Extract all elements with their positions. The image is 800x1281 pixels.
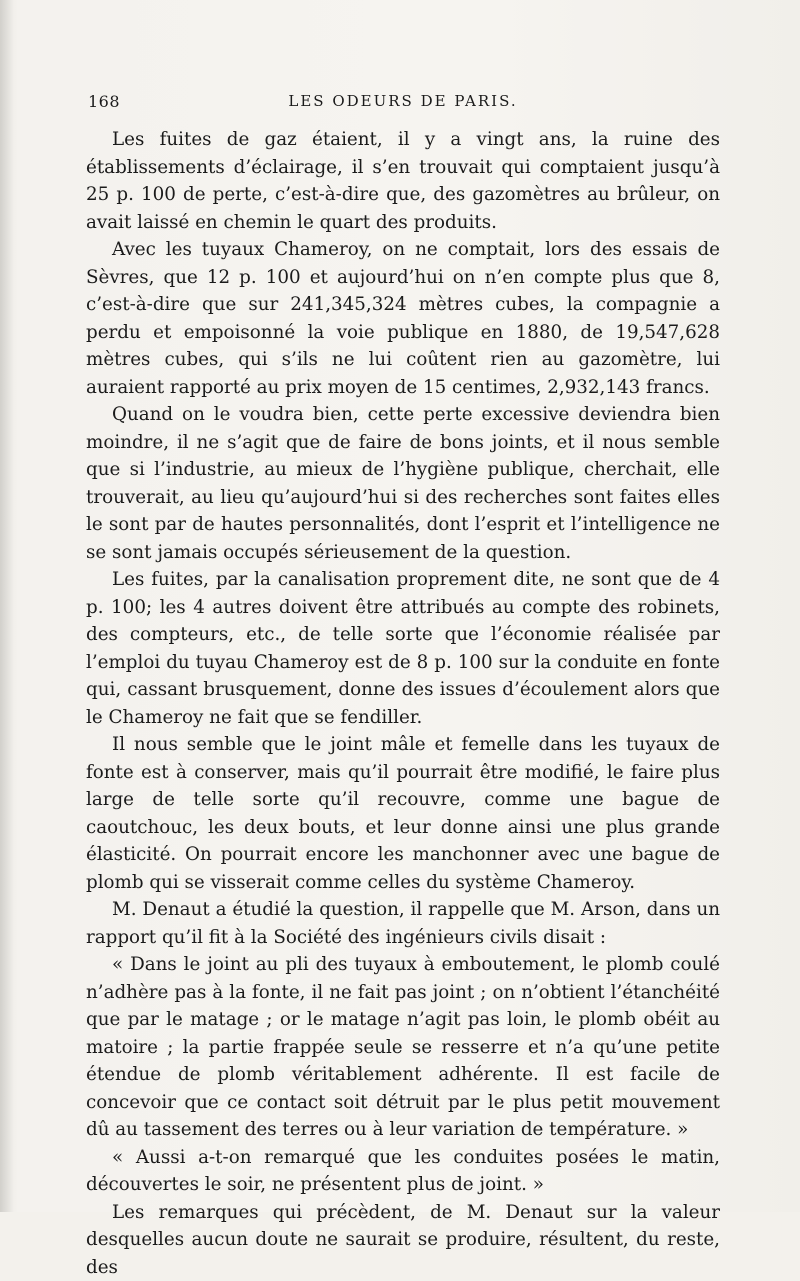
paragraph-gas-leaks: Les fuites de gaz étaient, il y a vingt ans, la ruine des établissements d’éclairage, il s’en trouvait qui comptaient jusqu’à 25 p. 100 de perte, c’est-à-dire que, des gazomètres au brûleur, on avait laissé en chemin le quart des produits.: [86, 126, 720, 236]
paragraph-denaut-arson: M. Denaut a étudié la question, il rappelle que M. Arson, dans un rapport qu’il fit à la Société des ingénieurs civils disait :: [86, 896, 720, 951]
paragraph-excessive-loss: Quand on le voudra bien, cette perte excessive deviendra bien moindre, il ne s’agit que de faire de bons joints, et il nous semble que si l’industrie, au mieux de l’hygiène publique, cherchait, elle trouverait, au lieu qu’aujourd’hui si des recherches sont faites elles le sont par de hautes personnalités, dont l’esprit et l’intelligence ne se sont jamais occupés sérieusement de la question.: [86, 401, 720, 566]
paragraph-chameroy-pipes: Avec les tuyaux Chameroy, on ne comptait, lors des essais de Sèvres, que 12 p. 100 et aujourd’hui on n’en compte plus que 8, c’est-à-dire que sur 241,345,324 mètres cubes, la compagnie a perdu et empoisonné la voie publique en 1880, de 19,547,628 mètres cubes, qui s’ils ne lui coûtent rien au gazomètre, lui auraient rapporté au prix moyen de 15 centimes, 2,932,143 francs.: [86, 236, 720, 401]
paragraph-joint-male-female: Il nous semble que le joint mâle et femelle dans les tuyaux de fonte est à conserver, mais qu’il pourrait être modifié, le faire plus large de telle sorte qu’il recouvre, comme une bague de caoutchouc, les deux bouts, et leur donne ainsi une plus grande élasticité. On pourrait encore les manchonner avec une bague de plomb qui se visserait comme celles du système Chameroy.: [86, 731, 720, 896]
page-header: [88, 92, 718, 116]
running-head: LES ODEURS DE PARIS.: [88, 92, 718, 110]
paragraph-remarques: Les remarques qui précèdent, de M. Denaut sur la valeur desquelles aucun doute ne saurait se produire, résultent, du reste, des: [86, 1199, 720, 1281]
paragraph-canalisation-leaks: Les fuites, par la canalisation proprement dite, ne sont que de 4 p. 100; les 4 autres doivent être attribués au compte des robinets, des compteurs, etc., de telle sorte que l’économie réalisée par l’emploi du tuyau Chameroy est de 8 p. 100 sur la conduite en fonte qui, cassant brusquement, donne des issues d’écoulement alors que le Chameroy ne fait que se fendiller.: [86, 566, 720, 731]
page-edge-shadow: [0, 0, 14, 1212]
quote-joint-emboutement: « Dans le joint au pli des tuyaux à emboutement, le plomb coulé n’adhère pas à la fonte, il ne fait pas joint ; on n’obtient l’étanchéité que par le matage ; or le matage n’agit pas loin, le plomb obéit au matoire ; la partie frappée seule se resserre et n’a qu’une petite étendue de plomb véritablement adhérente. Il est facile de concevoir que ce contact soit détruit par le plus petit mouvement dû au tassement des terres ou à leur variation de température. »: [86, 951, 720, 1144]
page-number: 168: [88, 92, 120, 111]
quote-conduites-posees: « Aussi a-t-on remarqué que les conduites posées le matin, découvertes le soir, ne présentent plus de joint. »: [86, 1144, 720, 1199]
page-body: [86, 126, 720, 1281]
